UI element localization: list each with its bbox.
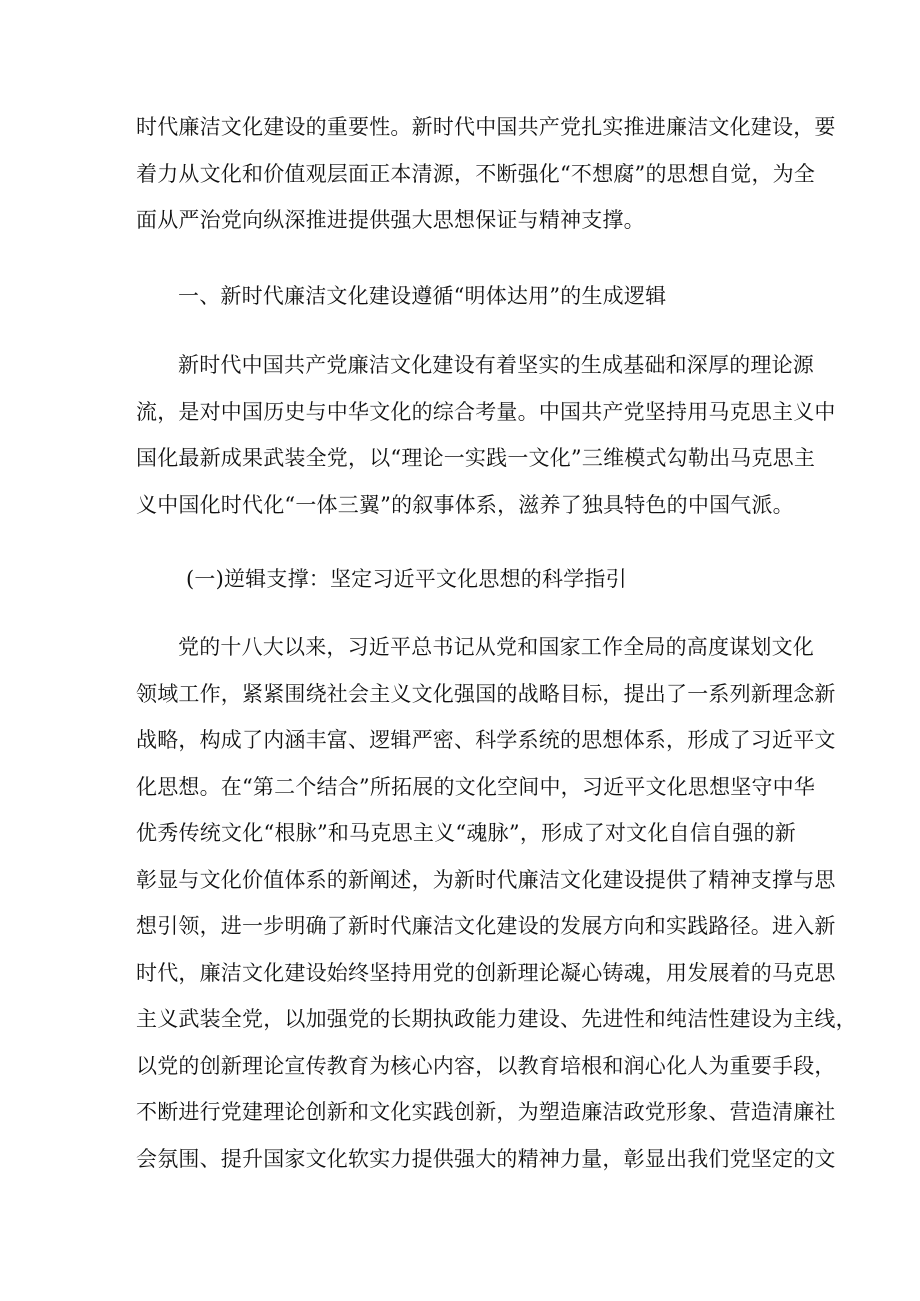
text-line: 优秀传统文化“根脉”和马克思主义“魂脉”，形成了对文化自信自强的新	[136, 821, 796, 845]
text-line: 党的十八大以来，习近平总书记从党和国家工作全局的高度谋划文化	[178, 635, 814, 659]
text-line: 国化最新成果武装全党，以“理论一实践一文化”三维模式勾勒出马克思主	[136, 446, 816, 470]
text-line: 时代，廉洁文化建设始终坚持用党的创新理论凝心铸魂，用发展着的马克思	[136, 960, 836, 985]
text-line: 流，是对中国历史与中华文化的综合考量。中国共产党坚持用马克思主义中	[136, 399, 836, 424]
text-line: 彰显与文化价值体系的新阐述，为新时代廉洁文化建设提供了精神支撑与思	[136, 867, 836, 892]
text-line: 主义武装全党，以加强党的长期执政能力建设、先进性和纯洁性建设为主线，	[136, 1007, 857, 1031]
text-line: 面从严治党向纵深推进提供强大思想保证与精神支撑。	[136, 208, 645, 232]
subsection1-paragraph	[136, 624, 857, 1182]
text-line: 化思想。在“第二个结合”所拓展的文化空间中，习近平文化思想坚守中华	[136, 774, 816, 799]
text-line: 以党的创新理论宣传教育为核心内容，以教育培根和润心化人为重要手段，	[136, 1053, 836, 1078]
text-line: 着力从文化和价值观层面正本清源，不断强化“不想腐”的思想自觉，为全	[136, 161, 816, 186]
text-line: 新时代中国共产党廉洁文化建设有着坚实的生成基础和深厚的理论源	[178, 353, 814, 377]
intro-paragraph	[136, 104, 836, 244]
text-line: 不断进行党建理论创新和文化实践创新，为塑造廉洁政党形象、营造清廉社	[136, 1100, 836, 1124]
section1-paragraph	[136, 342, 836, 528]
text-line: 会氛围、提升国家文化软实力提供强大的精神力量，彰显出我们党坚定的文	[136, 1146, 836, 1171]
text-line: 义中国化时代化“一体三翼”的叙事体系，滋养了独具特色的中国气派。	[136, 492, 794, 517]
text-line: 战略，构成了内涵丰富、逻辑严密、科学系统的思想体系，形成了习近平文	[136, 728, 836, 752]
subsection-heading: (一)逆辑支撑：坚定习近平文化思想的科学指引	[186, 567, 627, 591]
text-line: 时代廉洁文化建设的重要性。新时代中国共产党扎实推进廉洁文化建设，要	[136, 115, 836, 139]
text-line: 想引领，进一步明确了新时代廉洁文化建设的发展方向和实践路径。进入新	[136, 914, 836, 938]
section-heading: 一、新时代廉洁文化建设遵循“明体达用”的生成逻辑	[178, 284, 667, 308]
text-line: 领域工作，紧紧围绕社会主义文化强国的战略目标，提出了一系列新理念新	[136, 681, 836, 706]
